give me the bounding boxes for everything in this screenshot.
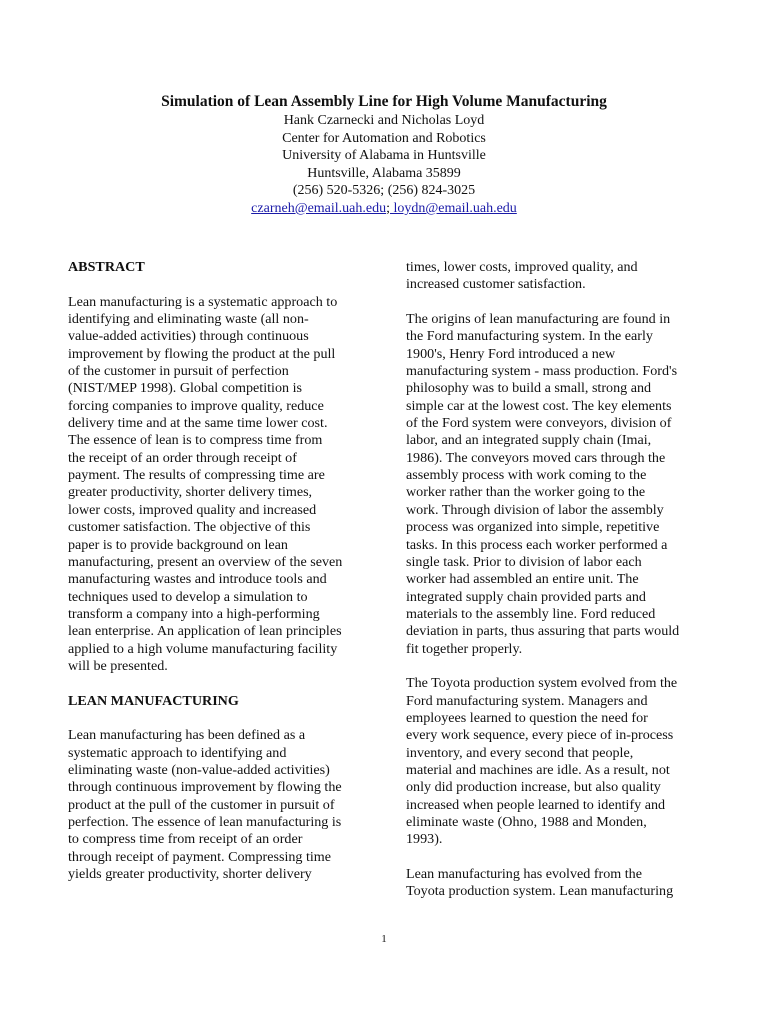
- address: Huntsville, Alabama 35899: [307, 165, 461, 181]
- text-line: identifying and eliminating waste (all non-: [68, 311, 309, 328]
- paper-title: Simulation of Lean Assembly Line for High Volume Manufacturing: [161, 93, 607, 110]
- text-line: lean enterprise. An application of lean principles: [68, 623, 342, 640]
- text-line: deviation in parts, thus assuring that parts would: [406, 623, 680, 640]
- text-line: transform a company into a high-performing: [68, 605, 320, 622]
- text-line: Lean manufacturing has evolved from the: [406, 866, 642, 883]
- text-line: philosophy was to build a small, strong and: [406, 380, 652, 397]
- phone-numbers: (256) 520-5326; (256) 824-3025: [292, 183, 476, 199]
- text-line: fit together properly.: [406, 640, 523, 657]
- text-line: the Ford manufacturing system. In the early: [406, 328, 653, 345]
- text-line: Lean manufacturing is a systematic approach to: [68, 293, 338, 310]
- paragraph-toyota-system: [406, 675, 706, 848]
- paragraph-continued: [406, 259, 706, 294]
- paper-header: [0, 92, 768, 218]
- text-line: process was organized into simple, repetitive: [406, 519, 660, 536]
- text-line: inventory, and every second that people,: [406, 744, 634, 761]
- university: University of Alabama in Huntsville: [282, 148, 486, 164]
- text-line: eliminate waste (Ohno, 1988 and Monden,: [406, 814, 647, 830]
- text-line: materials to the assembly line. Ford reduced: [406, 605, 656, 622]
- text-line: eliminating waste (non-value-added activities): [68, 761, 330, 778]
- text-line: delivery time and at the same time lower cost.: [68, 415, 328, 432]
- text-line: The Toyota production system evolved from the: [406, 675, 678, 692]
- text-line: manufacturing, present an overview of the seven: [68, 553, 343, 570]
- text-line: Toyota production system. Lean manufacturing: [406, 883, 674, 900]
- text-line: tasks. In this process each worker performed a: [406, 536, 668, 553]
- text-line: applied to a high volume manufacturing facility: [68, 640, 338, 657]
- text-line: value-added activities) through continuous: [68, 328, 309, 345]
- text-line: manufacturing system - mass production. Ford's: [406, 363, 678, 380]
- text-line: lower costs, improved quality and increased: [68, 501, 317, 518]
- text-line: to compress time from receipt of an order: [68, 831, 303, 848]
- affiliation: Center for Automation and Robotics: [282, 130, 486, 146]
- text-line: manufacturing wastes and introduce tools and: [68, 571, 327, 588]
- text-line: worker rather than the worker going to the: [406, 484, 646, 501]
- text-line: The origins of lean manufacturing are found in: [406, 311, 671, 328]
- paragraph-lean-evolution: [406, 866, 706, 901]
- text-line: simple car at the lowest cost. The key elements: [406, 397, 672, 414]
- text-line: times, lower costs, improved quality, and: [406, 259, 638, 275]
- text-line: yields greater productivity, shorter delivery: [68, 866, 312, 883]
- right-column: [406, 259, 706, 901]
- email-link-loyd[interactable]: loydn@email.uah.edu: [390, 200, 517, 216]
- text-line: customer satisfaction. The objective of this: [68, 519, 311, 536]
- text-line: perfection. The essence of lean manufacturing is: [68, 814, 342, 830]
- text-line: will be presented.: [68, 657, 168, 674]
- text-line: Lean manufacturing has been defined as a: [68, 727, 306, 744]
- text-line: forcing companies to improve quality, reduce: [68, 397, 324, 414]
- text-line: (NIST/MEP 1998). Global competition is: [68, 380, 302, 397]
- text-line: improvement by flowing the product at the pull: [68, 345, 336, 362]
- text-line: worker had assembled an entire unit. The: [406, 571, 639, 588]
- text-line: paper is to provide background on lean: [68, 536, 288, 553]
- text-line: systematic approach to identifying and: [68, 744, 287, 761]
- text-line: product at the pull of the customer in pursuit of: [68, 796, 335, 813]
- text-line: techniques used to develop a simulation to: [68, 588, 308, 605]
- text-line: 1900's, Henry Ford introduced a new: [406, 345, 616, 362]
- text-line: of the customer in pursuit of perfection: [68, 363, 289, 380]
- text-line: 1986). The conveyors moved cars through the: [406, 449, 666, 466]
- abstract-paragraph: [68, 294, 368, 676]
- text-line: single task. Prior to division of labor each: [406, 553, 642, 570]
- email-link-czarnecki[interactable]: czarneh@email.uah.edu: [251, 200, 387, 216]
- text-line: greater productivity, shorter delivery times,: [68, 484, 313, 501]
- text-line: work. Through division of labor the assembly: [406, 501, 664, 518]
- text-line: integrated supply chain provided parts and: [406, 588, 646, 605]
- paragraph-ford-origins: [406, 311, 706, 658]
- text-line: labor, and an integrated supply chain (Imai,: [406, 432, 652, 449]
- text-line: through continuous improvement by flowing the: [68, 779, 342, 796]
- email-separator: ;: [386, 200, 390, 216]
- left-column: [68, 259, 368, 883]
- page-number: 1: [381, 933, 387, 945]
- authors: Hank Czarnecki and Nicholas Loyd: [283, 113, 485, 128]
- text-line: material and machines are idle. As a result, not: [406, 761, 670, 778]
- text-line: every work sequence, every piece of in-process: [406, 727, 674, 744]
- email-line: [0, 200, 768, 218]
- text-line: the receipt of an order through receipt of: [68, 449, 297, 466]
- text-line: payment. The results of compressing time are: [68, 467, 325, 484]
- text-line: assembly process with work coming to the: [406, 467, 647, 484]
- text-line: 1993).: [406, 831, 443, 848]
- text-line: only did production increase, but also quality: [406, 779, 661, 796]
- text-line: through receipt of payment. Compressing time: [68, 848, 332, 865]
- text-line: employees learned to question the need for: [406, 709, 648, 726]
- text-line: The essence of lean is to compress time from: [68, 432, 323, 449]
- text-line: Ford manufacturing system. Managers and: [406, 692, 648, 709]
- lean-manufacturing-paragraph: [68, 727, 368, 883]
- text-line: increased when people learned to identify and: [406, 796, 666, 813]
- text-line: increased customer satisfaction.: [406, 276, 586, 293]
- lean-manufacturing-heading: LEAN MANUFACTURING: [68, 692, 239, 709]
- abstract-heading: ABSTRACT: [68, 259, 145, 275]
- text-line: of the Ford system were conveyors, division of: [406, 415, 672, 432]
